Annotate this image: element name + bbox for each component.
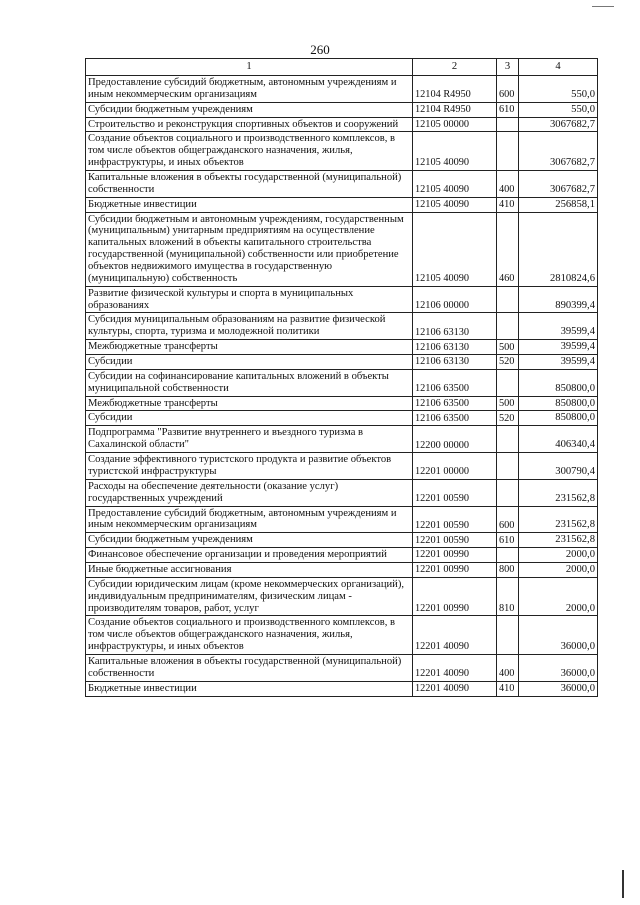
row-expense-type: 500	[497, 340, 519, 355]
table-row	[86, 197, 598, 212]
table-row	[86, 76, 598, 103]
table-row	[86, 577, 598, 616]
row-code: 12106 00000	[413, 286, 497, 313]
row-amount: 3067682,7	[519, 171, 598, 198]
table-body	[86, 76, 598, 697]
row-amount: 36000,0	[519, 654, 598, 681]
table-row	[86, 411, 598, 426]
row-description: Создание объектов социального и производственного комплексов, в том числе объектов общегражданского назначения, жилья, инфраструктуры, и иных объектов	[86, 616, 413, 655]
row-expense-type	[497, 479, 519, 506]
row-description: Субсидия муниципальным образованиям на развитие физической культуры, спорта, туризма и молодежной политики	[86, 313, 413, 340]
table-row	[86, 212, 598, 286]
row-description: Предоставление субсидий бюджетным, автономным учреждениям и иным некоммерческим организациям	[86, 506, 413, 533]
table-row	[86, 426, 598, 453]
table-row	[86, 479, 598, 506]
row-description: Субсидии на софинансирование капитальных вложений в объекты муниципальной собственности	[86, 369, 413, 396]
row-amount: 256858,1	[519, 197, 598, 212]
row-code: 12104 R4950	[413, 76, 497, 103]
row-expense-type	[497, 286, 519, 313]
table-row	[86, 340, 598, 355]
table-row	[86, 396, 598, 411]
row-amount: 2000,0	[519, 577, 598, 616]
row-code: 12106 63500	[413, 411, 497, 426]
row-description: Субсидии бюджетным учреждениям	[86, 102, 413, 117]
row-code: 12105 40090	[413, 197, 497, 212]
row-amount: 36000,0	[519, 681, 598, 696]
row-expense-type	[497, 117, 519, 132]
row-amount: 39599,4	[519, 313, 598, 340]
row-expense-type: 810	[497, 577, 519, 616]
row-expense-type: 610	[497, 102, 519, 117]
row-amount: 3067682,7	[519, 132, 598, 171]
row-code: 12106 63500	[413, 396, 497, 411]
row-description: Создание эффективного туристского продукта и развитие объектов туристской инфраструктуры	[86, 453, 413, 480]
row-amount: 850800,0	[519, 411, 598, 426]
table-row	[86, 654, 598, 681]
table-row	[86, 616, 598, 655]
column-header-4: 4	[519, 59, 598, 76]
row-amount: 2810824,6	[519, 212, 598, 286]
row-expense-type: 500	[497, 396, 519, 411]
row-expense-type	[497, 453, 519, 480]
row-description: Капитальные вложения в объекты государственной (муниципальной) собственности	[86, 654, 413, 681]
row-description: Капитальные вложения в объекты государственной (муниципальной) собственности	[86, 171, 413, 198]
table-row	[86, 171, 598, 198]
row-description: Предоставление субсидий бюджетным, автономным учреждениям и иным некоммерческим организациям	[86, 76, 413, 103]
table-row	[86, 562, 598, 577]
row-amount: 550,0	[519, 76, 598, 103]
row-amount: 231562,8	[519, 533, 598, 548]
row-amount: 231562,8	[519, 479, 598, 506]
row-expense-type	[497, 132, 519, 171]
row-code: 12201 00590	[413, 533, 497, 548]
row-code: 12106 63130	[413, 313, 497, 340]
scan-mark	[622, 870, 624, 898]
table-row	[86, 548, 598, 563]
row-amount: 850800,0	[519, 369, 598, 396]
row-code: 12105 40090	[413, 171, 497, 198]
row-code: 12201 40090	[413, 654, 497, 681]
row-description: Бюджетные инвестиции	[86, 197, 413, 212]
row-code: 12104 R4950	[413, 102, 497, 117]
row-expense-type: 520	[497, 411, 519, 426]
row-description: Субсидии бюджетным и автономным учреждениям, государственным (муниципальным) унитарным предприятиям на осуществление капитальных вложений в объекты капитального строительства государственной (муниципальной) собственности или приобретение объектов недвижимого имущества в государственную (муниципальную) собственность	[86, 212, 413, 286]
row-expense-type: 410	[497, 681, 519, 696]
row-amount: 36000,0	[519, 616, 598, 655]
row-code: 12201 00590	[413, 506, 497, 533]
table-row	[86, 369, 598, 396]
row-amount: 39599,4	[519, 340, 598, 355]
row-expense-type: 600	[497, 76, 519, 103]
budget-table	[85, 58, 598, 697]
column-header-2: 2	[413, 59, 497, 76]
row-description: Субсидии	[86, 411, 413, 426]
table-row	[86, 506, 598, 533]
table-row	[86, 681, 598, 696]
row-expense-type	[497, 313, 519, 340]
row-description: Субсидии	[86, 355, 413, 370]
row-code: 12201 40090	[413, 681, 497, 696]
row-description: Финансовое обеспечение организации и проведения мероприятий	[86, 548, 413, 563]
row-code: 12200 00000	[413, 426, 497, 453]
row-expense-type: 520	[497, 355, 519, 370]
row-amount: 3067682,7	[519, 117, 598, 132]
table-row	[86, 313, 598, 340]
row-amount: 850800,0	[519, 396, 598, 411]
row-amount: 550,0	[519, 102, 598, 117]
row-description: Бюджетные инвестиции	[86, 681, 413, 696]
row-description: Иные бюджетные ассигнования	[86, 562, 413, 577]
table-row	[86, 117, 598, 132]
row-description: Подпрограмма "Развитие внутреннего и въездного туризма в Сахалинской области"	[86, 426, 413, 453]
row-amount: 39599,4	[519, 355, 598, 370]
row-expense-type	[497, 548, 519, 563]
row-expense-type: 460	[497, 212, 519, 286]
row-code: 12105 40090	[413, 132, 497, 171]
row-description: Создание объектов социального и производственного комплексов, в том числе объектов общегражданского назначения, жилья, инфраструктуры, и иных объектов	[86, 132, 413, 171]
row-code: 12105 40090	[413, 212, 497, 286]
table-row	[86, 102, 598, 117]
row-amount: 2000,0	[519, 548, 598, 563]
column-header-1: 1	[86, 59, 413, 76]
table-row	[86, 453, 598, 480]
row-amount: 2000,0	[519, 562, 598, 577]
row-expense-type: 400	[497, 171, 519, 198]
row-expense-type: 800	[497, 562, 519, 577]
row-amount: 231562,8	[519, 506, 598, 533]
row-expense-type: 410	[497, 197, 519, 212]
row-code: 12106 63130	[413, 340, 497, 355]
table-row	[86, 533, 598, 548]
scan-mark	[592, 6, 614, 7]
row-code: 12201 00990	[413, 562, 497, 577]
row-expense-type: 600	[497, 506, 519, 533]
page-number: 260	[310, 42, 330, 57]
row-description: Строительство и реконструкция спортивных объектов и сооружений	[86, 117, 413, 132]
row-amount: 890399,4	[519, 286, 598, 313]
row-amount: 406340,4	[519, 426, 598, 453]
row-code: 12201 40090	[413, 616, 497, 655]
row-description: Межбюджетные трансферты	[86, 340, 413, 355]
row-expense-type: 610	[497, 533, 519, 548]
column-header-3: 3	[497, 59, 519, 76]
row-expense-type: 400	[497, 654, 519, 681]
row-description: Развитие физической культуры и спорта в муниципальных образованиях	[86, 286, 413, 313]
row-expense-type	[497, 616, 519, 655]
row-description: Расходы на обеспечение деятельности (оказание услуг) государственных учреждений	[86, 479, 413, 506]
row-code: 12201 00000	[413, 453, 497, 480]
header-row	[86, 59, 598, 76]
row-code: 12201 00990	[413, 548, 497, 563]
table-row	[86, 286, 598, 313]
row-amount: 300790,4	[519, 453, 598, 480]
table-row	[86, 355, 598, 370]
row-description: Субсидии юридическим лицам (кроме некоммерческих организаций), индивидуальным предпринимателям, физическим лицам - производителям товаров, работ, услуг	[86, 577, 413, 616]
row-code: 12201 00990	[413, 577, 497, 616]
row-expense-type	[497, 369, 519, 396]
row-expense-type	[497, 426, 519, 453]
row-code: 12106 63130	[413, 355, 497, 370]
row-code: 12106 63500	[413, 369, 497, 396]
row-code: 12201 00590	[413, 479, 497, 506]
row-description: Межбюджетные трансферты	[86, 396, 413, 411]
row-description: Субсидии бюджетным учреждениям	[86, 533, 413, 548]
row-code: 12105 00000	[413, 117, 497, 132]
table-row	[86, 132, 598, 171]
